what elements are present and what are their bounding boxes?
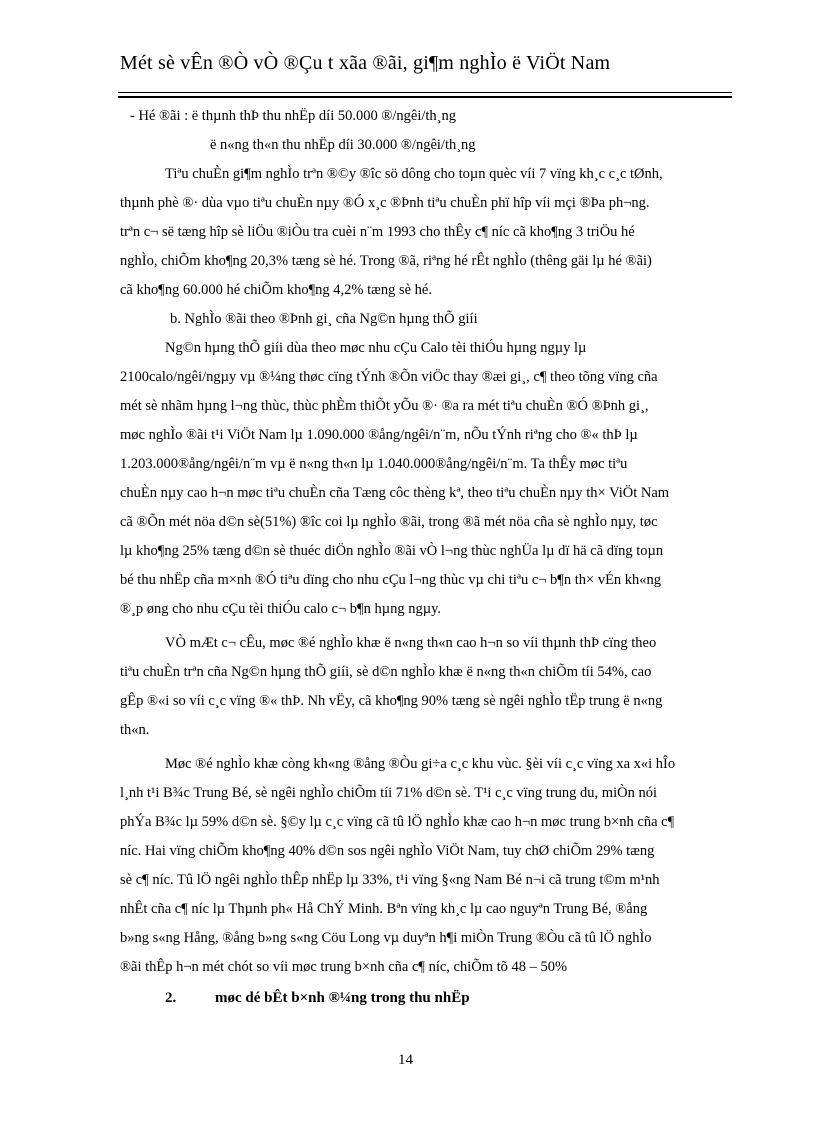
section-heading-b: b. NghÌo ®ãi theo ®Þnh gi¸ cña Ng©n hµng thÕ giíi (170, 311, 478, 327)
text-line: níc. Hai vïng chiÕm kho¶ng 40% d©n sos ngêi nghÌo ViÖt Nam, tuy chØ chiÕm 29% tæng (120, 843, 655, 859)
text-line: - Hé ®ãi : ë thµnh thÞ thu nhËp díi 50.000 ®/ngêi/th¸ng (130, 108, 456, 124)
text-line: ë n«ng th«n thu nhËp díi 30.000 ®/ngêi/th¸ng (210, 137, 476, 153)
text-line: ®ãi thÊp h¬n mét chót so víi møc trung b×nh cña c¶ níc, chiÕm tõ 48 – 50% (120, 959, 568, 975)
text-line: møc nghÌo ®ãi t¹i ViÖt Nam lµ 1.090.000 ®ång/ngêi/n¨m, nÕu tÝnh riªng cho ®« thÞ lµ (120, 427, 638, 443)
text-line: mét sè nhãm hµng l¬ng thùc, thùc phÈm thiÕt yÕu ®· ®a ra mét tiªu chuÈn ®Ó ®Þnh gi¸, (120, 398, 649, 414)
page-number: 14 (398, 1052, 413, 1068)
text-line: ®¸p øng cho nhu cÇu tèi thiÓu calo c¬ b¶n hµng ngµy. (120, 601, 442, 617)
header-rule-thick (118, 96, 732, 98)
text-line: th«n. (120, 722, 150, 738)
text-line: l¸nh t¹i B¾c Trung Bé, sè ngêi nghÌo chiÕm tíi 71% d©n sè. T¹i c¸c vïng trung du, miÒn nói (120, 785, 657, 801)
text-line: b»ng s«ng Hång, ®ång b»ng s«ng Cöu Long vµ duyªn h¶i miÒn Trung ®Òu cã tû lÖ nghÌo (120, 930, 652, 946)
text-line: chuÈn nµy cao h¬n møc tiªu chuÈn cña Tæng côc thèng kª, theo tiªu chuÈn nµy th× ViÖt Nam (120, 485, 670, 501)
section-heading-2-text: møc dé bÊt b×nh ®¼ng trong thu nhËp (215, 990, 470, 1006)
header-rule-thin (118, 92, 732, 93)
text-line: lµ kho¶ng 25% tæng d©n sè thuéc diÖn nghÌo ®ãi vÒ l¬ng thùc nghÜa lµ dï hä cã dïng toµn (120, 543, 664, 559)
text-line: tiªu chuÈn trªn cña Ng©n hµng thÕ giíi, sè d©n nghÌo khæ ë n«ng th«n chiÕm tíi 54%, cao (120, 664, 652, 680)
text-line: Møc ®é nghÌo khæ còng kh«ng ®ång ®Òu gi÷a c¸c khu vùc. §èi víi c¸c vïng xa x«i hÎo (165, 756, 676, 772)
text-line: thµnh phè ®· dùa vµo tiªu chuÈn nµy ®Ó x¸c ®Þnh tiªu chuÈn phï hîp víi mçi ®Þa ph¬ng. (120, 195, 650, 211)
text-line: 2100calo/ngêi/ngµy vµ ®¼ng thøc cïng tÝnh ®Õn viÖc thay ®æi gi¸, c¶ theo tõng vïng cña (120, 369, 658, 385)
text-line: Tiªu chuÈn gi¶m nghÌo trªn ®©y ®îc sö dông cho toµn quèc víi 7 vïng kh¸c c¸c tØnh, (165, 166, 663, 182)
text-line: VÒ mÆt c¬ cÊu, møc ®é nghÌo khæ ë n«ng th«n cao h¬n so víi thµnh thÞ cïng theo (165, 635, 657, 651)
running-header-title: Mét sè vÊn ®Ò vÒ ®Çu t xãa ®ãi, gi¶m nghÌo ë ViÖt Nam (120, 52, 611, 74)
text-line: cã ®Õn mét nöa d©n sè(51%) ®îc coi lµ nghÌo ®ãi, trong ®ã mét nöa cña sè nghÌo nµy, tøc (120, 514, 658, 530)
text-line: nhÊt cña c¶ níc lµ Thµnh ph« Hå ChÝ Minh. Bªn vïng kh¸c lµ cao nguyªn Trung Bé, ®ång (120, 901, 648, 917)
text-line: phÝa B¾c lµ 59% d©n sè. §©y lµ c¸c vïng cã tû lÖ nghÌo khæ cao h¬n møc trung b×nh cña c¶ (120, 814, 675, 830)
text-line: nghÌo, chiÕm kho¶ng 20,3% tæng sè hé. Trong ®ã, riªng hé rÊt nghÌo (thêng gäi lµ hé ®ãi) (120, 253, 652, 269)
text-line: gÊp ®«i so víi c¸c vïng ®« thÞ. Nh vËy, cã kho¶ng 90% tæng sè ngêi nghÌo tËp trung ë n«ng (120, 693, 663, 709)
text-line: cã kho¶ng 60.000 hé chiÕm kho¶ng 4,2% tæng sè hé. (120, 282, 432, 298)
section-heading-2-number: 2. (165, 990, 177, 1006)
text-line: sè c¶ níc. Tû lÖ ngêi nghÌo thÊp nhËp lµ 33%, t¹i vïng §«ng Nam Bé n¬i cã trung t©m m¹nh (120, 872, 660, 888)
text-line: bé thu nhËp cña m×nh ®Ó tiªu dïng cho nhu cÇu l¬ng thùc vµ chi tiªu c¬ b¶n th× vÉn kh«ng (120, 572, 662, 588)
text-line: 1.203.000®ång/ngêi/n¨m vµ ë n«ng th«n lµ 1.040.000®ång/ngêi/n¨m. Ta thÊy møc tiªu (120, 456, 628, 472)
text-line: Ng©n hµng thÕ giíi dùa theo møc nhu cÇu Calo tèi thiÓu hµng ngµy lµ (165, 340, 587, 356)
text-line: trªn c¬ së tæng hîp sè liÖu ®iÒu tra cuèi n¨m 1993 cho thÊy c¶ níc cã kho¶ng 3 triÖu hé (120, 224, 635, 240)
